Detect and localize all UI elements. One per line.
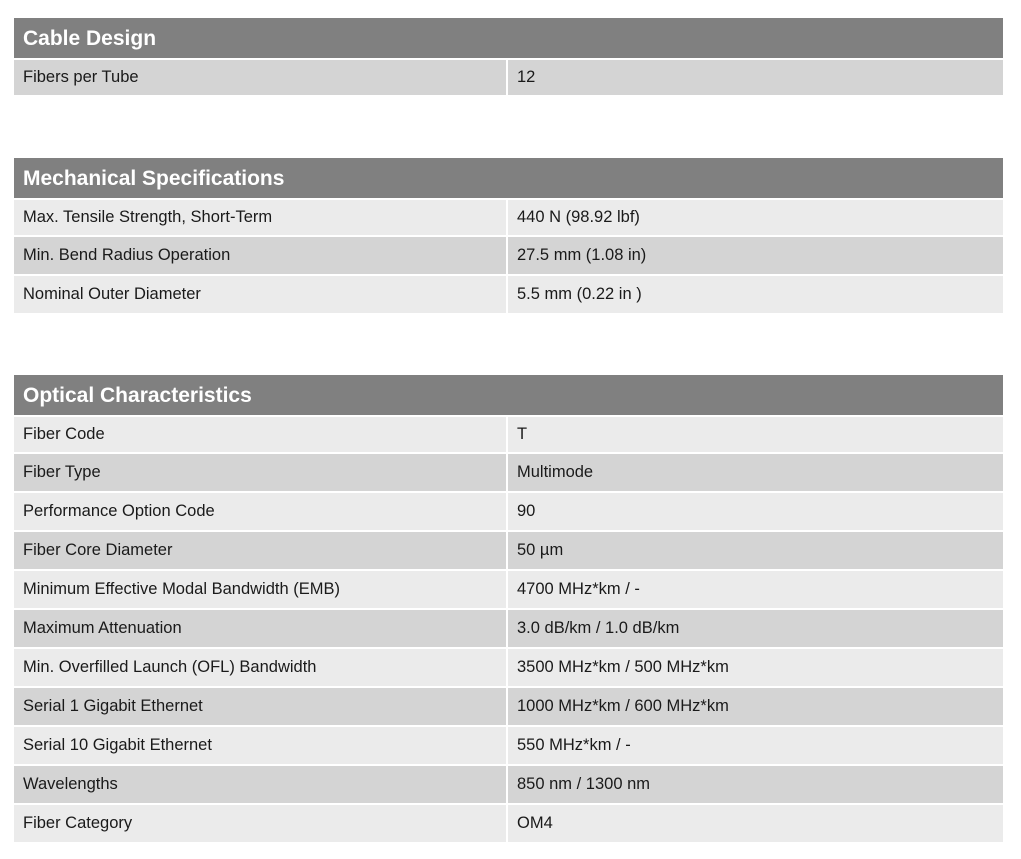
row-label: Fiber Core Diameter	[14, 532, 508, 571]
row-label: Fiber Type	[14, 454, 508, 493]
row-label: Nominal Outer Diameter	[14, 276, 508, 315]
row-label: Minimum Effective Modal Bandwidth (EMB)	[14, 571, 508, 610]
table-row	[14, 805, 1003, 844]
row-label: Fiber Code	[14, 417, 508, 454]
row-value: 12	[508, 60, 1003, 97]
table-row	[14, 766, 1003, 805]
row-label: Max. Tensile Strength, Short-Term	[14, 200, 508, 237]
row-value: 5.5 mm (0.22 in )	[508, 276, 1003, 315]
table-row	[14, 60, 1003, 97]
mechanical-specifications-table	[14, 158, 1003, 315]
table-row	[14, 571, 1003, 610]
row-label: Serial 1 Gigabit Ethernet	[14, 688, 508, 727]
row-label: Fibers per Tube	[14, 60, 508, 97]
row-value: 1000 MHz*km / 600 MHz*km	[508, 688, 1003, 727]
optical-characteristics-table	[14, 375, 1003, 844]
table-row	[14, 237, 1003, 276]
row-value: 440 N (98.92 lbf)	[508, 200, 1003, 237]
table-row	[14, 727, 1003, 766]
table-row	[14, 649, 1003, 688]
row-value: 3.0 dB/km / 1.0 dB/km	[508, 610, 1003, 649]
row-value: 90	[508, 493, 1003, 532]
table-row	[14, 200, 1003, 237]
row-value: Multimode	[508, 454, 1003, 493]
row-value: 850 nm / 1300 nm	[508, 766, 1003, 805]
row-value: 3500 MHz*km / 500 MHz*km	[508, 649, 1003, 688]
table-row	[14, 688, 1003, 727]
table-row	[14, 417, 1003, 454]
row-label: Fiber Category	[14, 805, 508, 844]
table-title: Optical Characteristics	[14, 375, 1003, 417]
table-row	[14, 610, 1003, 649]
row-label: Wavelengths	[14, 766, 508, 805]
row-label: Min. Overfilled Launch (OFL) Bandwidth	[14, 649, 508, 688]
table-row	[14, 532, 1003, 571]
table-title: Cable Design	[14, 18, 1003, 60]
row-value: OM4	[508, 805, 1003, 844]
row-label: Maximum Attenuation	[14, 610, 508, 649]
row-value: 27.5 mm (1.08 in)	[508, 237, 1003, 276]
row-value: 550 MHz*km / -	[508, 727, 1003, 766]
cable-design-table	[14, 18, 1003, 97]
row-label: Performance Option Code	[14, 493, 508, 532]
table-row	[14, 276, 1003, 315]
row-label: Serial 10 Gigabit Ethernet	[14, 727, 508, 766]
table-row	[14, 493, 1003, 532]
row-label: Min. Bend Radius Operation	[14, 237, 508, 276]
table-title: Mechanical Specifications	[14, 158, 1003, 200]
row-value: 4700 MHz*km / -	[508, 571, 1003, 610]
row-value: 50 µm	[508, 532, 1003, 571]
table-row	[14, 454, 1003, 493]
row-value: T	[508, 417, 1003, 454]
